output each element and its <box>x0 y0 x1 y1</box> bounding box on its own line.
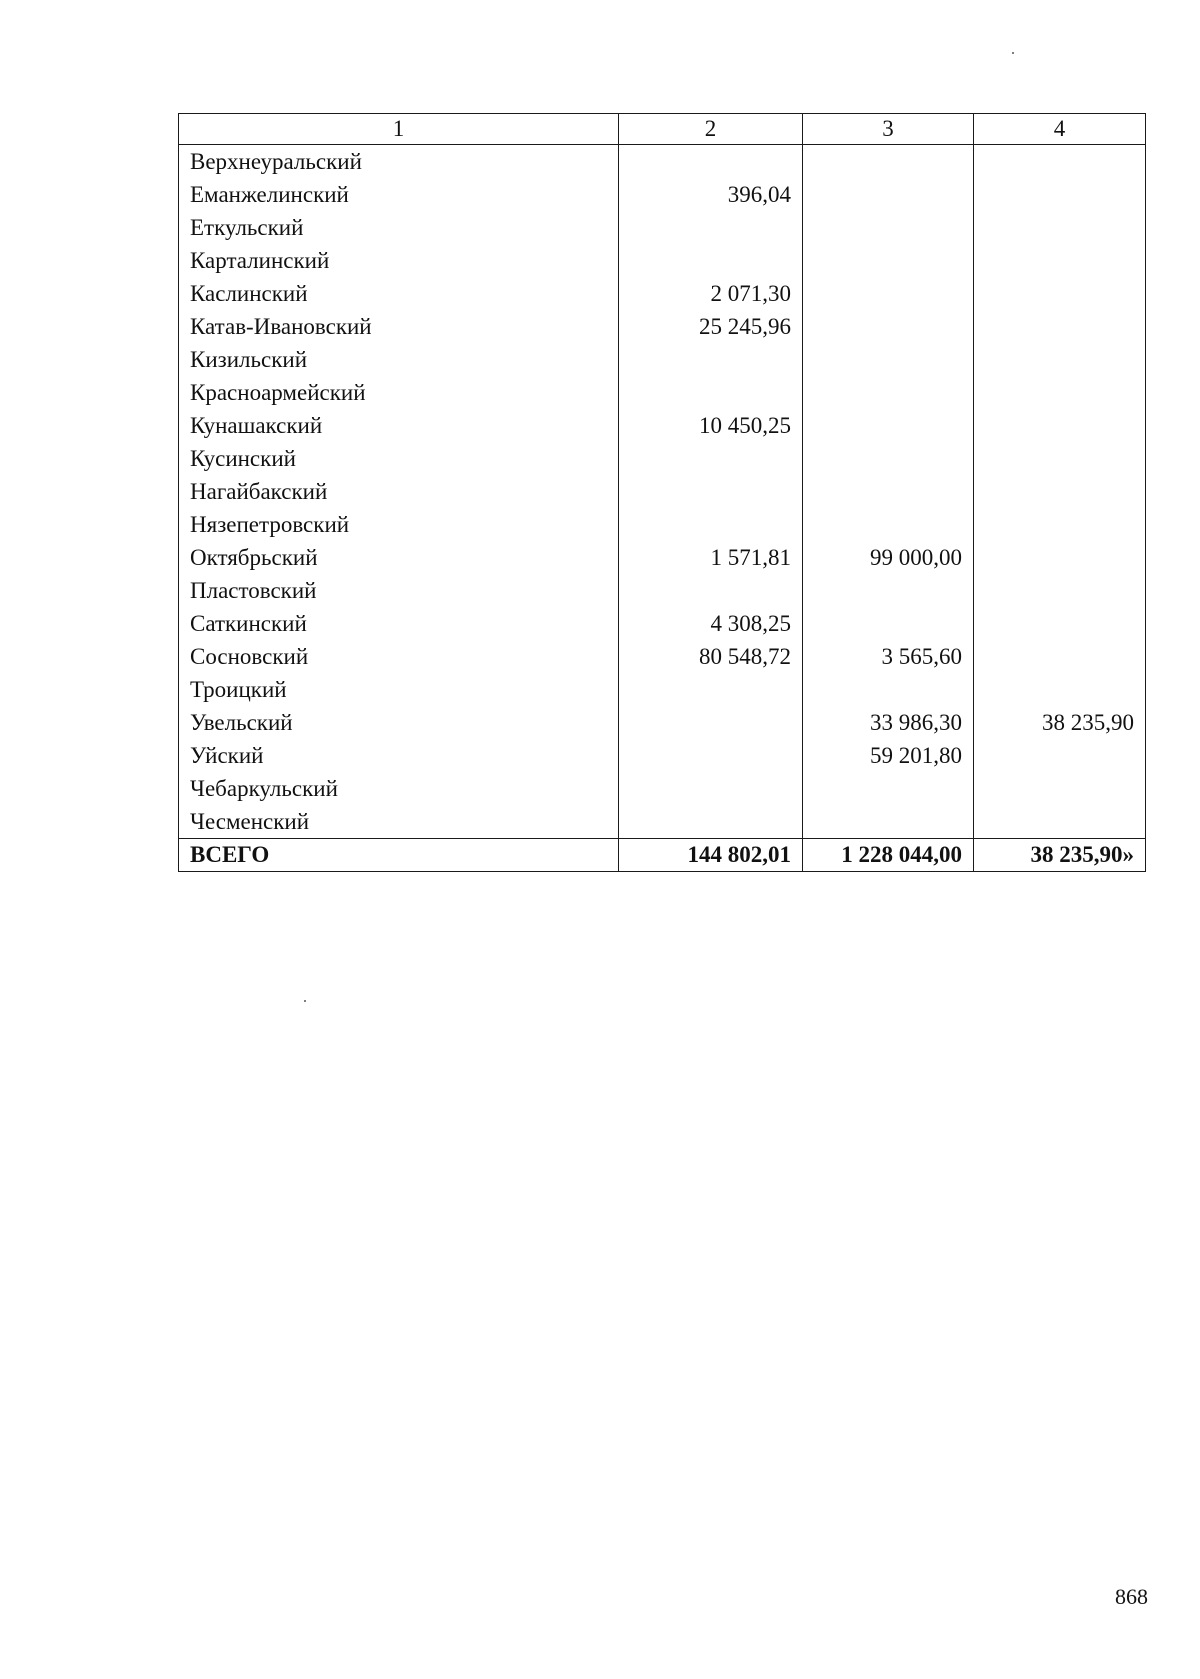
table-row <box>179 541 1146 574</box>
value-cell-col4 <box>974 541 1146 574</box>
column-header-1: 1 <box>179 114 619 145</box>
value-cell-col3 <box>803 772 974 805</box>
table-row <box>179 343 1146 376</box>
value-cell-col4 <box>974 376 1146 409</box>
scan-speck <box>304 1000 306 1002</box>
table-row <box>179 673 1146 706</box>
district-name-cell: Каслинский <box>179 277 619 310</box>
value-cell-col3 <box>803 244 974 277</box>
table-row <box>179 277 1146 310</box>
value-cell-col3: 33 986,30 <box>803 706 974 739</box>
table-row <box>179 772 1146 805</box>
value-cell-col3 <box>803 343 974 376</box>
value-cell-col3: 99 000,00 <box>803 541 974 574</box>
value-cell-col3 <box>803 574 974 607</box>
district-name-cell: Нязепетровский <box>179 508 619 541</box>
value-cell-col3 <box>803 508 974 541</box>
value-cell-col2: 10 450,25 <box>619 409 803 442</box>
value-cell-col2 <box>619 739 803 772</box>
value-cell-col2 <box>619 805 803 839</box>
value-cell-col3 <box>803 805 974 839</box>
value-cell-col4 <box>974 211 1146 244</box>
value-cell-col2: 4 308,25 <box>619 607 803 640</box>
district-name-cell: Пластовский <box>179 574 619 607</box>
page-number: 868 <box>1115 1584 1148 1609</box>
value-cell-col4 <box>974 145 1146 179</box>
value-cell-col4 <box>974 739 1146 772</box>
value-cell-col2 <box>619 376 803 409</box>
total-col3: 1 228 044,00 <box>803 839 974 872</box>
value-cell-col3 <box>803 277 974 310</box>
value-cell-col4 <box>974 673 1146 706</box>
value-cell-col4 <box>974 178 1146 211</box>
district-name-cell: Увельский <box>179 706 619 739</box>
district-name-cell: Еткульский <box>179 211 619 244</box>
table-row <box>179 607 1146 640</box>
value-cell-col4 <box>974 244 1146 277</box>
value-cell-col2 <box>619 442 803 475</box>
table-row <box>179 508 1146 541</box>
value-cell-col2: 25 245,96 <box>619 310 803 343</box>
value-cell-col2 <box>619 244 803 277</box>
table-row <box>179 706 1146 739</box>
value-cell-col4: 38 235,90 <box>974 706 1146 739</box>
value-cell-col4 <box>974 607 1146 640</box>
table-row <box>179 640 1146 673</box>
table-row <box>179 211 1146 244</box>
table-row <box>179 310 1146 343</box>
value-cell-col4 <box>974 475 1146 508</box>
value-cell-col2: 80 548,72 <box>619 640 803 673</box>
total-label: ВСЕГО <box>179 839 619 872</box>
value-cell-col2 <box>619 574 803 607</box>
value-cell-col2: 1 571,81 <box>619 541 803 574</box>
value-cell-col2: 2 071,30 <box>619 277 803 310</box>
district-name-cell: Кунашакский <box>179 409 619 442</box>
total-row <box>179 839 1146 872</box>
table-row <box>179 475 1146 508</box>
value-cell-col3: 59 201,80 <box>803 739 974 772</box>
value-cell-col3 <box>803 211 974 244</box>
district-name-cell: Кизильский <box>179 343 619 376</box>
value-cell-col4 <box>974 805 1146 839</box>
value-cell-col4 <box>974 508 1146 541</box>
value-cell-col2: 396,04 <box>619 178 803 211</box>
total-col4: 38 235,90» <box>974 839 1146 872</box>
district-name-cell: Нагайбакский <box>179 475 619 508</box>
table-row <box>179 739 1146 772</box>
column-header-3: 3 <box>803 114 974 145</box>
value-cell-col3 <box>803 178 974 211</box>
value-cell-col4 <box>974 343 1146 376</box>
district-name-cell: Кусинский <box>179 442 619 475</box>
table-row <box>179 376 1146 409</box>
value-cell-col2 <box>619 145 803 179</box>
district-name-cell: Уйский <box>179 739 619 772</box>
value-cell-col4 <box>974 574 1146 607</box>
value-cell-col3 <box>803 607 974 640</box>
value-cell-col3 <box>803 376 974 409</box>
value-cell-col4 <box>974 640 1146 673</box>
table-row <box>179 145 1146 179</box>
value-cell-col3 <box>803 475 974 508</box>
district-name-cell: Еманжелинский <box>179 178 619 211</box>
value-cell-col3 <box>803 442 974 475</box>
scan-speck <box>1012 52 1014 54</box>
value-cell-col3 <box>803 409 974 442</box>
table-row <box>179 442 1146 475</box>
district-name-cell: Октябрьский <box>179 541 619 574</box>
value-cell-col4 <box>974 772 1146 805</box>
value-cell-col2 <box>619 508 803 541</box>
value-cell-col4 <box>974 409 1146 442</box>
district-name-cell: Сосновский <box>179 640 619 673</box>
table-header-row <box>179 114 1146 145</box>
value-cell-col4 <box>974 310 1146 343</box>
table-row <box>179 244 1146 277</box>
district-name-cell: Верхнеуральский <box>179 145 619 179</box>
district-name-cell: Саткинский <box>179 607 619 640</box>
column-header-4: 4 <box>974 114 1146 145</box>
table-body <box>179 145 1146 872</box>
value-cell-col3 <box>803 145 974 179</box>
value-cell-col4 <box>974 442 1146 475</box>
district-name-cell: Красноармейский <box>179 376 619 409</box>
column-header-2: 2 <box>619 114 803 145</box>
table-row <box>179 409 1146 442</box>
district-name-cell: Чебаркульский <box>179 772 619 805</box>
value-cell-col2 <box>619 772 803 805</box>
value-cell-col3: 3 565,60 <box>803 640 974 673</box>
value-cell-col2 <box>619 673 803 706</box>
budget-table <box>178 113 1146 872</box>
district-name-cell: Чесменский <box>179 805 619 839</box>
table-row <box>179 805 1146 839</box>
table-row <box>179 574 1146 607</box>
value-cell-col2 <box>619 343 803 376</box>
value-cell-col2 <box>619 211 803 244</box>
value-cell-col4 <box>974 277 1146 310</box>
value-cell-col2 <box>619 475 803 508</box>
value-cell-col2 <box>619 706 803 739</box>
table-row <box>179 178 1146 211</box>
district-name-cell: Троицкий <box>179 673 619 706</box>
district-name-cell: Карталинский <box>179 244 619 277</box>
value-cell-col3 <box>803 673 974 706</box>
district-name-cell: Катав-Ивановский <box>179 310 619 343</box>
value-cell-col3 <box>803 310 974 343</box>
total-col2: 144 802,01 <box>619 839 803 872</box>
